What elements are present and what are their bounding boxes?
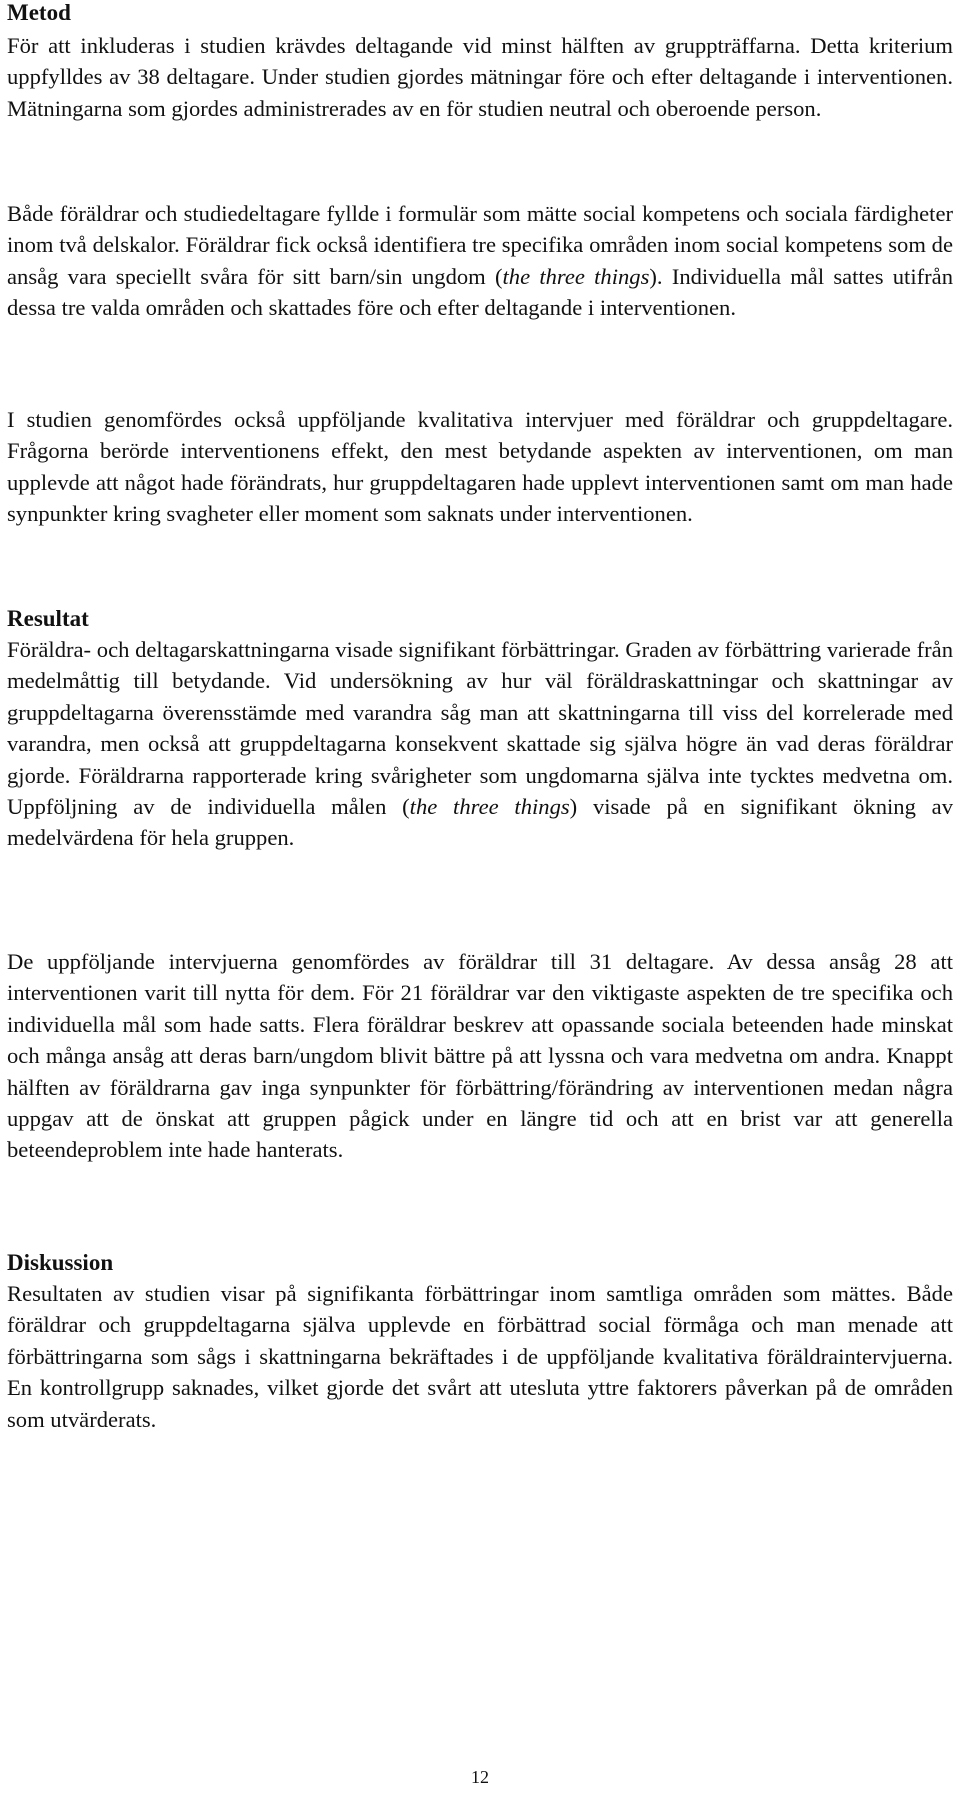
- paragraph-resultat-1: [7, 634, 953, 854]
- paragraph-metod-3: I studien genomfördes också uppföljande kvalitativa intervjuer med föräldrar och gruppdeltagare. Frågorna berörde interventionens effekt, den mest betydande aspekten av interventionen, om man upplevde att något hade förändrats, hur gruppdeltagaren hade upplevt interventionen samt om man hade synpunkter kring svagheter eller moment som saknats under interventionen.: [7, 407, 953, 527]
- paragraph-text: ). Individuella mål sattes utifrån dessa tre valda områden och skattades före och efter deltagande i interventionen.: [7, 263, 953, 321]
- paragraph-text: Både föräldrar och studiedeltagare fyllde i formulär som mätte social kompetens och sociala färdigheter inom två delskalor. Föräldrar fick också identifiera tre specifika områden inom social kompetens som de ansåg vara speciellt svåra för sitt barn/sin ungdom (: [7, 201, 953, 289]
- paragraph-diskussion-1: Resultaten av studien visar på signifikanta förbättringar inom samtliga områden som mättes. Både föräldrar och gruppdeltagarna själva upplevde en förbättrad social förmåga och man menade att förbättringarna som sågs i skattningarna bekräftades i de uppföljande kvalitativa föräldraintervjuerna. En kontrollgrupp saknades, vilket gjorde det svårt att utesluta yttre faktorers påverkan på de områden som utvärderats.: [7, 1281, 953, 1432]
- paragraph-resultat-2: De uppföljande intervjuerna genomfördes av föräldrar till 31 deltagare. Av dessa ansåg 28 att interventionen varit till nytta för dem. För 21 föräldrar var den viktigaste aspekten de tre specifika och individuella mål som hade satts. Flera föräldrar beskrev att opassande sociala beteenden hade minskat och många ansåg att deras barn/ungdom blivit bättre på att lyssna och vara medvetna om andra. Knappt hälften av föräldrarna gav inga synpunkter för förbättring/förändring av interventionen medan några uppgav att de önskat att gruppen pågick under en längre tid och att en brist var att generella beteendeproblem inte hade hanterats.: [7, 949, 953, 1163]
- italic-phrase: the three things: [502, 263, 650, 289]
- section-heading-metod: Metod: [7, 0, 71, 25]
- page-number: 12: [471, 1767, 489, 1787]
- section-heading-diskussion: Diskussion: [7, 1250, 114, 1275]
- paragraph-text: Föräldra- och deltagarskattningarna visade signifikant förbättringar. Graden av förbättring varierade från medelmåttig till betydande. Vid undersökning av hur väl föräldraskattningar och skattningar av gruppdeltagarna överensstämde med varandra såg man att skattningarna till viss del korrelerade med varandra, men också att gruppdeltagarna konsekvent skattade sig själva högre än vad deras föräldrar gjorde. Föräldrarna rapporterade kring svårigheter som ungdomarna själva inte tycktes medvetna om. Uppföljning av de individuella målen (: [7, 637, 953, 820]
- paragraph-metod-1: För att inkluderas i studien krävdes deltagande vid minst hälften av gruppträffarna. Detta kriterium uppfylldes av 38 deltagare. Under studien gjordes mätningar före och efter deltagande i interventionen. Mätningarna som gjordes administrerades av en för studien neutral och oberoende person.: [7, 33, 953, 121]
- paragraph-metod-2: [7, 198, 953, 324]
- section-heading-resultat: Resultat: [7, 606, 89, 631]
- paragraph-text: ) visade på en signifikant ökning av medelvärdena för hela gruppen.: [7, 794, 953, 851]
- italic-phrase: the three things: [409, 794, 570, 820]
